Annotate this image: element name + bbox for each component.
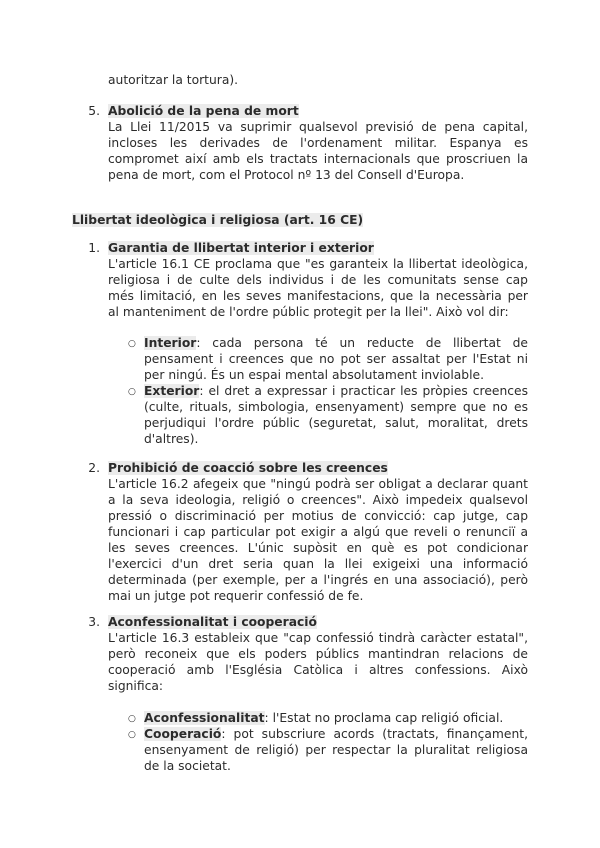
text-line: compromet així amb els tractats internacionals que proscriuen la [108, 152, 528, 166]
text-line: L'article 16.2 afegeix que "ningú podrà ser obligat a declarar quant [108, 477, 528, 491]
text-line: autoritzar la tortura). [108, 73, 239, 87]
circle-bullet-icon: ○ [128, 730, 136, 740]
text-line: de la societat. [144, 759, 231, 773]
text-line: incloses les derivades de l'ordenament militar. Espanya es [108, 136, 528, 150]
list-number: 3. [88, 615, 100, 629]
circle-bullet-icon: ○ [128, 714, 136, 724]
circle-bullet-icon: ○ [128, 339, 136, 349]
text-line: funcionari i cap particular pot exigir a algú que reveli o renunciï a [108, 525, 528, 539]
text-line: cooperació amb l'Església Catòlica i altres confessions. Això [108, 663, 528, 677]
text-line: les seves creences. L'únic supòsit en què es pot condicionar [108, 541, 528, 555]
text-line: més limitació, en les seves manifestacions, que la necessària per [108, 289, 528, 303]
item-title: Prohibició de coacció sobre les creences [108, 461, 388, 475]
bullet-text: : cada persona té un reducte de llibertat de [196, 336, 528, 350]
bullet-term: Exterior [144, 384, 200, 398]
text-line: pena de mort, com el Protocol nº 13 del Consell d'Europa. [108, 168, 465, 182]
text-line: però reconeix que els poders públics mantindran relacions de [108, 647, 528, 661]
list-number: 1. [88, 241, 100, 255]
bullet-text: : el dret a expressar i practicar les pròpies creences [199, 384, 528, 398]
text-line: L'article 16.3 estableix que "cap confessió tindrà caràcter estatal", [108, 631, 528, 645]
item-body [108, 119, 528, 183]
item-title: Aconfessionalitat i cooperació [108, 615, 317, 629]
text-line: religiosa i de culte dels individus i de les comunitats sense cap [108, 273, 528, 287]
text-line: l'exercici d'un dret seria quan la llei exigeixi una informació [108, 557, 528, 571]
bullet-term: Cooperació [144, 727, 222, 741]
text-line: pensament i creences que no pot ser assaltat per l'Estat ni [144, 352, 528, 366]
list-number: 5. [88, 104, 100, 118]
text-line: per ningú. És un espai mental absolutament inviolable. [144, 368, 484, 382]
text-line: perjudiqui l'ordre públic (seguretat, salut, moralitat, drets [144, 416, 528, 430]
text-line: (culte, rituals, simbologia, ensenyament) sempre que no es [144, 400, 528, 414]
text-line: La Llei 11/2015 va suprimir qualsevol previsió de pena capital, [108, 120, 528, 134]
item-title: Garantia de llibertat interior i exterior [108, 241, 374, 255]
item-body [108, 630, 528, 694]
text-line: pressió o discriminació per motius de convicció: cap jutge, cap [108, 509, 528, 523]
section-title: Llibertat ideològica i religiosa (art. 16 CE) [72, 213, 364, 227]
text-line: al manteniment de l'ordre públic protegit per la llei". Això vol dir: [108, 305, 509, 319]
bullet-text: : l'Estat no proclama cap religió oficial. [264, 711, 504, 725]
bullet-term: Interior [144, 336, 197, 350]
text-line: significa: [108, 679, 164, 693]
bullet-text: : pot subscriure acords (tractats, finançament, [221, 727, 528, 741]
text-line: mai un jutge pot requerir confessió de fe. [108, 589, 364, 603]
circle-bullet-icon: ○ [128, 387, 136, 397]
text-line: determinada (per exemple, per a l'ingrés en una associació), però [108, 573, 528, 587]
text-line: d'altres). [144, 432, 199, 446]
item-title: Abolició de la pena de mort [108, 104, 299, 118]
list-number: 2. [88, 461, 100, 475]
text-line: L'article 16.1 CE proclama que "es garanteix la llibertat ideològica, [108, 257, 528, 271]
item-body [108, 476, 528, 604]
text-line: a la seva ideologia, religió o creences". Això impedeix qualsevol [108, 493, 528, 507]
item-body [108, 256, 528, 320]
text-line: ensenyament de religió) per respectar la pluralitat religiosa [144, 743, 528, 757]
bullet-term: Aconfessionalitat [144, 711, 265, 725]
